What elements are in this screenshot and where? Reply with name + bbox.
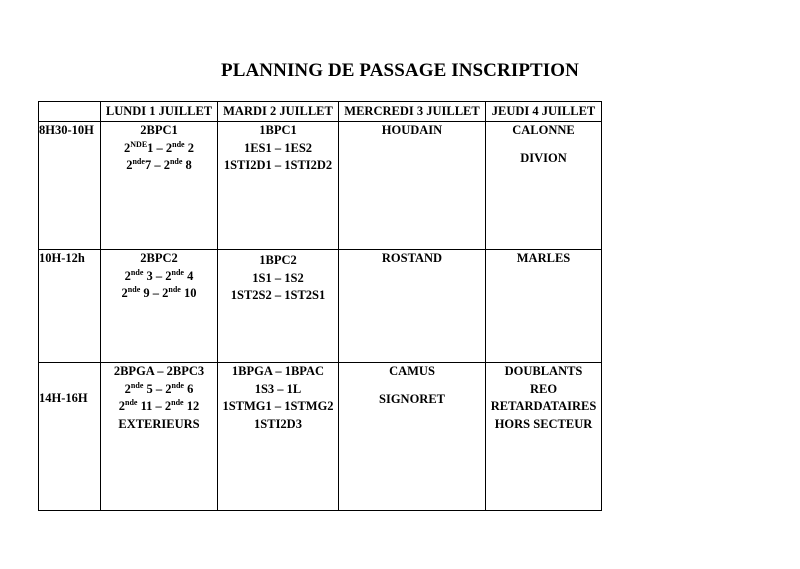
header-corner	[39, 102, 101, 122]
cell-mardi	[218, 122, 339, 250]
school-name: DOUBLANTS	[504, 364, 583, 378]
schedule-table	[38, 101, 602, 511]
cell-mardi	[218, 250, 339, 363]
class-group: 2nde 3 – 2nde 4	[124, 267, 194, 283]
school-name: REO	[529, 381, 558, 396]
school-name: CAMUS	[389, 364, 435, 378]
school-name: HORS SECTEUR	[494, 416, 593, 431]
class-group: 1S3 – 1L	[254, 381, 302, 396]
class-group: 1S1 – 1S2	[252, 270, 304, 285]
class-group: 1STI2D3	[254, 416, 302, 431]
class-group: 2BPGA – 2BPC3	[113, 364, 205, 378]
school-name: CALONNE	[512, 123, 575, 137]
table-row	[39, 250, 602, 363]
table-row	[39, 122, 602, 250]
class-group: 2nde 5 – 2nde 6	[124, 380, 194, 396]
cell-jeudi	[486, 363, 602, 511]
time-slot: 8H30-10H	[39, 122, 101, 250]
school-name: DIVION	[520, 150, 567, 165]
class-group: 1STI2D1 – 1STI2D2	[223, 158, 333, 172]
class-group: 2BPC2	[140, 251, 178, 265]
school-name: MARLES	[516, 251, 571, 265]
cell-mercredi	[339, 363, 486, 511]
cell-jeudi	[486, 122, 602, 250]
cell-mercredi	[339, 250, 486, 363]
class-group: 2nde 9 – 2nde 10	[121, 285, 197, 300]
school-name: ROSTAND	[381, 251, 443, 265]
header-mardi: MARDI 2 JUILLET	[218, 102, 339, 122]
time-slot: 14H-16H	[39, 363, 101, 511]
class-group: 1BPC1	[259, 123, 297, 137]
cell-lundi	[101, 250, 218, 363]
header-jeudi: JEUDI 4 JUILLET	[486, 102, 602, 122]
class-group: 1BPGA – 1BPAC	[231, 364, 325, 378]
class-group: EXTERIEURS	[118, 416, 200, 431]
time-slot: 10H-12h	[39, 250, 101, 363]
header-lundi: LUNDI 1 JUILLET	[101, 102, 218, 122]
header-mercredi: MERCREDI 3 JUILLET	[339, 102, 486, 122]
table-row	[39, 363, 602, 511]
class-group: 2BPC1	[140, 123, 178, 137]
class-group: 2NDE1 – 2nde 2	[124, 139, 194, 155]
class-group: 2nde7 – 2nde 8	[126, 157, 192, 172]
cell-jeudi	[486, 250, 602, 363]
class-group: 2nde 11 – 2nde 12	[118, 398, 200, 413]
cell-mercredi	[339, 122, 486, 250]
school-name: SIGNORET	[379, 391, 445, 406]
class-group: 1BPC2	[259, 253, 297, 267]
school-name: RETARDATAIRES	[490, 399, 597, 413]
cell-lundi	[101, 363, 218, 511]
cell-mardi	[218, 363, 339, 511]
page-title: PLANNING DE PASSAGE INSCRIPTION	[221, 60, 579, 81]
header-row	[39, 102, 602, 122]
class-group: 1ES1 – 1ES2	[243, 140, 313, 155]
cell-lundi	[101, 122, 218, 250]
class-group: 1STMG1 – 1STMG2	[222, 399, 334, 413]
school-name: HOUDAIN	[381, 123, 443, 137]
class-group: 1ST2S2 – 1ST2S1	[230, 288, 326, 302]
